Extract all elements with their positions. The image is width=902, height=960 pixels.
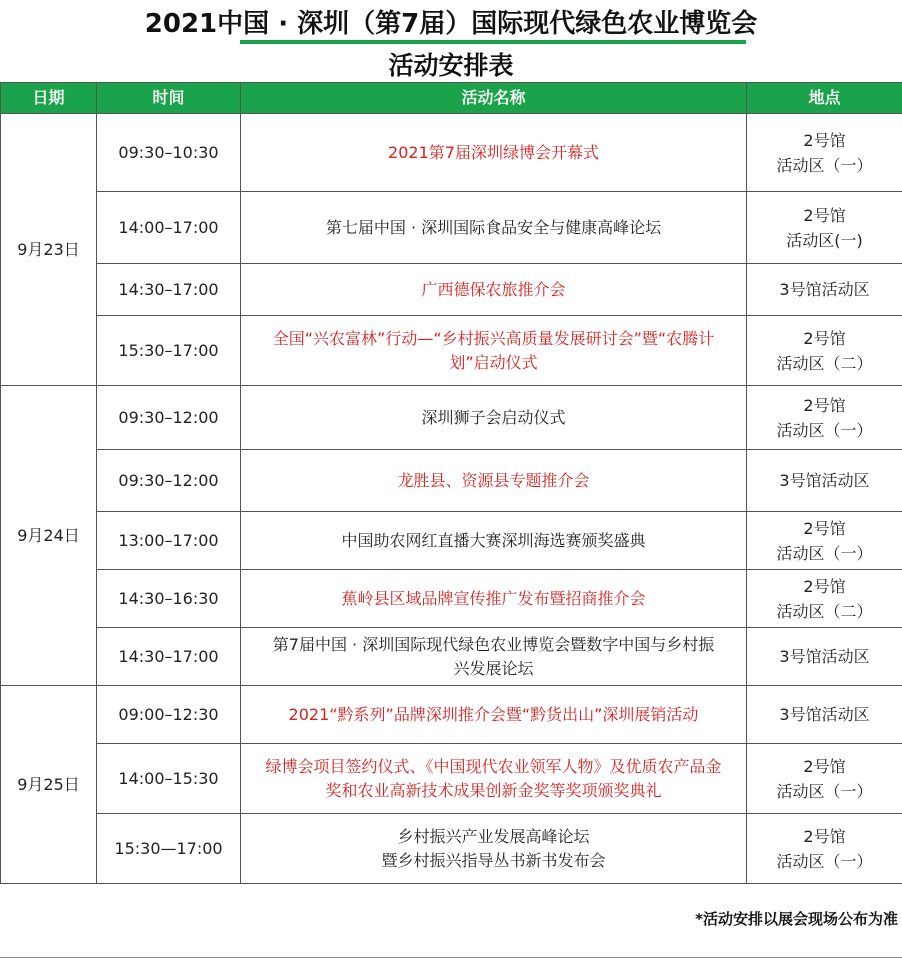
time-cell: 15:30–17:00	[97, 316, 241, 386]
venue-cell	[747, 114, 902, 192]
footnote: *活动安排以展会现场公布为准	[695, 910, 898, 928]
time-cell: 14:00–15:30	[97, 744, 241, 814]
venue-line: 活动区（一）	[776, 851, 873, 871]
page-subtitle: 活动安排表	[388, 51, 514, 80]
time-cell: 09:30–10:30	[97, 114, 241, 192]
event-cell	[241, 386, 747, 450]
venue-line: 3号馆活动区	[779, 471, 870, 490]
event-name-line: 绿博会项目签约仪式、《中国现代农业领军人物》及优质农产品金	[265, 756, 722, 776]
event-name-line: 中国助农网红直播大赛深圳海选赛颁奖盛典	[341, 530, 646, 550]
venue-line: 活动区(一)	[786, 230, 863, 250]
table-row	[1, 192, 902, 264]
venue-cell	[747, 450, 902, 512]
venue-line: 2号馆	[803, 826, 846, 846]
venue-line: 活动区（一）	[776, 543, 873, 563]
time-cell: 14:30–17:00	[97, 628, 241, 686]
venue-cell	[747, 744, 902, 814]
event-cell	[241, 450, 747, 512]
table-row	[1, 386, 902, 450]
venue-line: 活动区（一）	[776, 155, 873, 175]
event-cell	[241, 686, 747, 744]
venue-cell	[747, 814, 902, 884]
venue-line: 3号馆活动区	[779, 280, 870, 299]
event-name-line: 第七届中国 · 深圳国际食品安全与健康高峰论坛	[325, 217, 662, 237]
venue-line: 2号馆	[803, 756, 846, 776]
venue-line: 2号馆	[803, 518, 846, 538]
header-time: 时间	[97, 83, 241, 114]
venue-line: 活动区（一）	[776, 781, 873, 801]
event-name-line: 蕉岭县区域品牌宣传推广发布暨招商推介会	[341, 588, 646, 608]
schedule-body	[1, 114, 902, 884]
venue-line: 活动区（二）	[776, 353, 873, 373]
venue-line: 2号馆	[803, 205, 846, 225]
header-event: 活动名称	[241, 83, 747, 114]
venue-line: 活动区（一）	[776, 420, 873, 440]
venue-cell	[747, 628, 902, 686]
venue-line: 活动区（二）	[776, 601, 873, 621]
venue-line: 2号馆	[803, 328, 846, 348]
event-cell	[241, 512, 747, 570]
date-cell: 9月24日	[1, 386, 97, 686]
venue-cell	[747, 264, 902, 316]
event-cell	[241, 814, 747, 884]
header-venue: 地点	[747, 83, 902, 114]
table-row	[1, 744, 902, 814]
venue-cell	[747, 386, 902, 450]
venue-cell	[747, 512, 902, 570]
schedule-table	[0, 82, 902, 884]
event-name-line: 划”启动仪式	[449, 352, 538, 372]
event-name-line: 全国“兴农富林”行动—“乡村振兴高质量发展研讨会”暨“农腾计	[272, 328, 715, 348]
table-row	[1, 686, 902, 744]
date-cell: 9月23日	[1, 114, 97, 386]
venue-line: 3号馆活动区	[779, 647, 870, 666]
event-cell	[241, 744, 747, 814]
event-name-line: 暨乡村振兴指导丛书新书发布会	[381, 850, 606, 870]
date-cell: 9月25日	[1, 686, 97, 884]
time-cell: 14:00–17:00	[97, 192, 241, 264]
venue-line: 2号馆	[803, 395, 846, 415]
table-row	[1, 450, 902, 512]
time-cell: 09:00–12:30	[97, 686, 241, 744]
event-name-line: 奖和农业高新技术成果创新金奖等奖项颁奖典礼	[325, 780, 662, 800]
event-name-line: 兴发展论坛	[453, 658, 534, 678]
event-cell	[241, 114, 747, 192]
event-cell	[241, 264, 747, 316]
venue-cell	[747, 570, 902, 628]
event-name-line: 广西德保农旅推介会	[421, 279, 566, 299]
event-name-line: 龙胜县、资源县专题推介会	[397, 470, 590, 490]
event-name-line: 乡村振兴产业发展高峰论坛	[397, 826, 590, 846]
venue-line: 2号馆	[803, 576, 846, 596]
table-row	[1, 316, 902, 386]
venue-line: 3号馆活动区	[779, 705, 870, 724]
table-row	[1, 512, 902, 570]
table-row	[1, 628, 902, 686]
event-cell	[241, 570, 747, 628]
table-row	[1, 114, 902, 192]
venue-line: 2号馆	[803, 130, 846, 150]
venue-cell	[747, 316, 902, 386]
event-cell	[241, 316, 747, 386]
event-name-line: 深圳狮子会启动仪式	[421, 407, 566, 427]
time-cell: 09:30–12:00	[97, 386, 241, 450]
time-cell: 14:30–16:30	[97, 570, 241, 628]
table-row	[1, 264, 902, 316]
event-name-line: 2021第7届深圳绿博会开幕式	[388, 142, 599, 162]
time-cell: 13:00–17:00	[97, 512, 241, 570]
table-row	[1, 814, 902, 884]
event-cell	[241, 192, 747, 264]
page-title: 2021中国 · 深圳（第7届）国际现代绿色农业博览会	[144, 8, 758, 39]
venue-cell	[747, 686, 902, 744]
header-row	[1, 83, 902, 114]
event-cell	[241, 628, 747, 686]
event-name-line: 第7届中国 · 深圳国际现代绿色农业博览会暨数字中国与乡村振	[272, 634, 715, 654]
title-underline	[240, 40, 746, 44]
event-name-line: 2021“黔系列”品牌深圳推介会暨“黔货出山”深圳展销活动	[288, 704, 699, 724]
time-cell: 09:30–12:00	[97, 450, 241, 512]
time-cell: 15:30—17:00	[97, 814, 241, 884]
bottom-divider	[0, 957, 902, 958]
venue-cell	[747, 192, 902, 264]
time-cell: 14:30–17:00	[97, 264, 241, 316]
table-row	[1, 570, 902, 628]
header-date: 日期	[1, 83, 97, 114]
